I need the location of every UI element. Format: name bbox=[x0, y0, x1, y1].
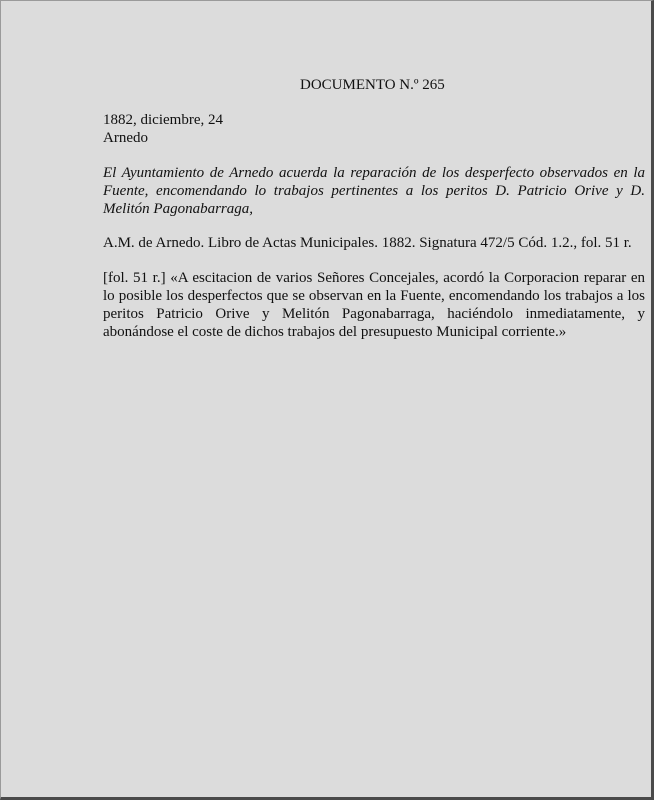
document-place: Arnedo bbox=[103, 130, 148, 146]
document-date: 1882, diciembre, 24 bbox=[103, 112, 223, 128]
date-place-block bbox=[103, 111, 223, 147]
document-summary: El Ayuntamiento de Arnedo acuerda la reparación de los desperfecto observados en la Fuente, encomendando lo trabajos pertinentes a los peritos D. Patricio Orive y D. Melitón Pagonabarraga, bbox=[103, 165, 645, 217]
document-source: A.M. de Arnedo. Libro de Actas Municipales. 1882. Signatura 472/5 Cód. 1.2., fol. 51 r. bbox=[103, 235, 632, 251]
document-title: DOCUMENTO N.º 265 bbox=[300, 77, 445, 93]
document-body: [fol. 51 r.] «A escitacion de varios Señores Concejales, acordó la Corporacion reparar en lo posible los desperfectos que se observan en la Fuente, encomendando los trabajos a los peritos Patricio Orive y Melitón Pagonabarraga, haciéndolo inmediatamente, y abonándose el coste de dichos trabajos del presupuesto Municipal corriente.» bbox=[103, 270, 645, 340]
